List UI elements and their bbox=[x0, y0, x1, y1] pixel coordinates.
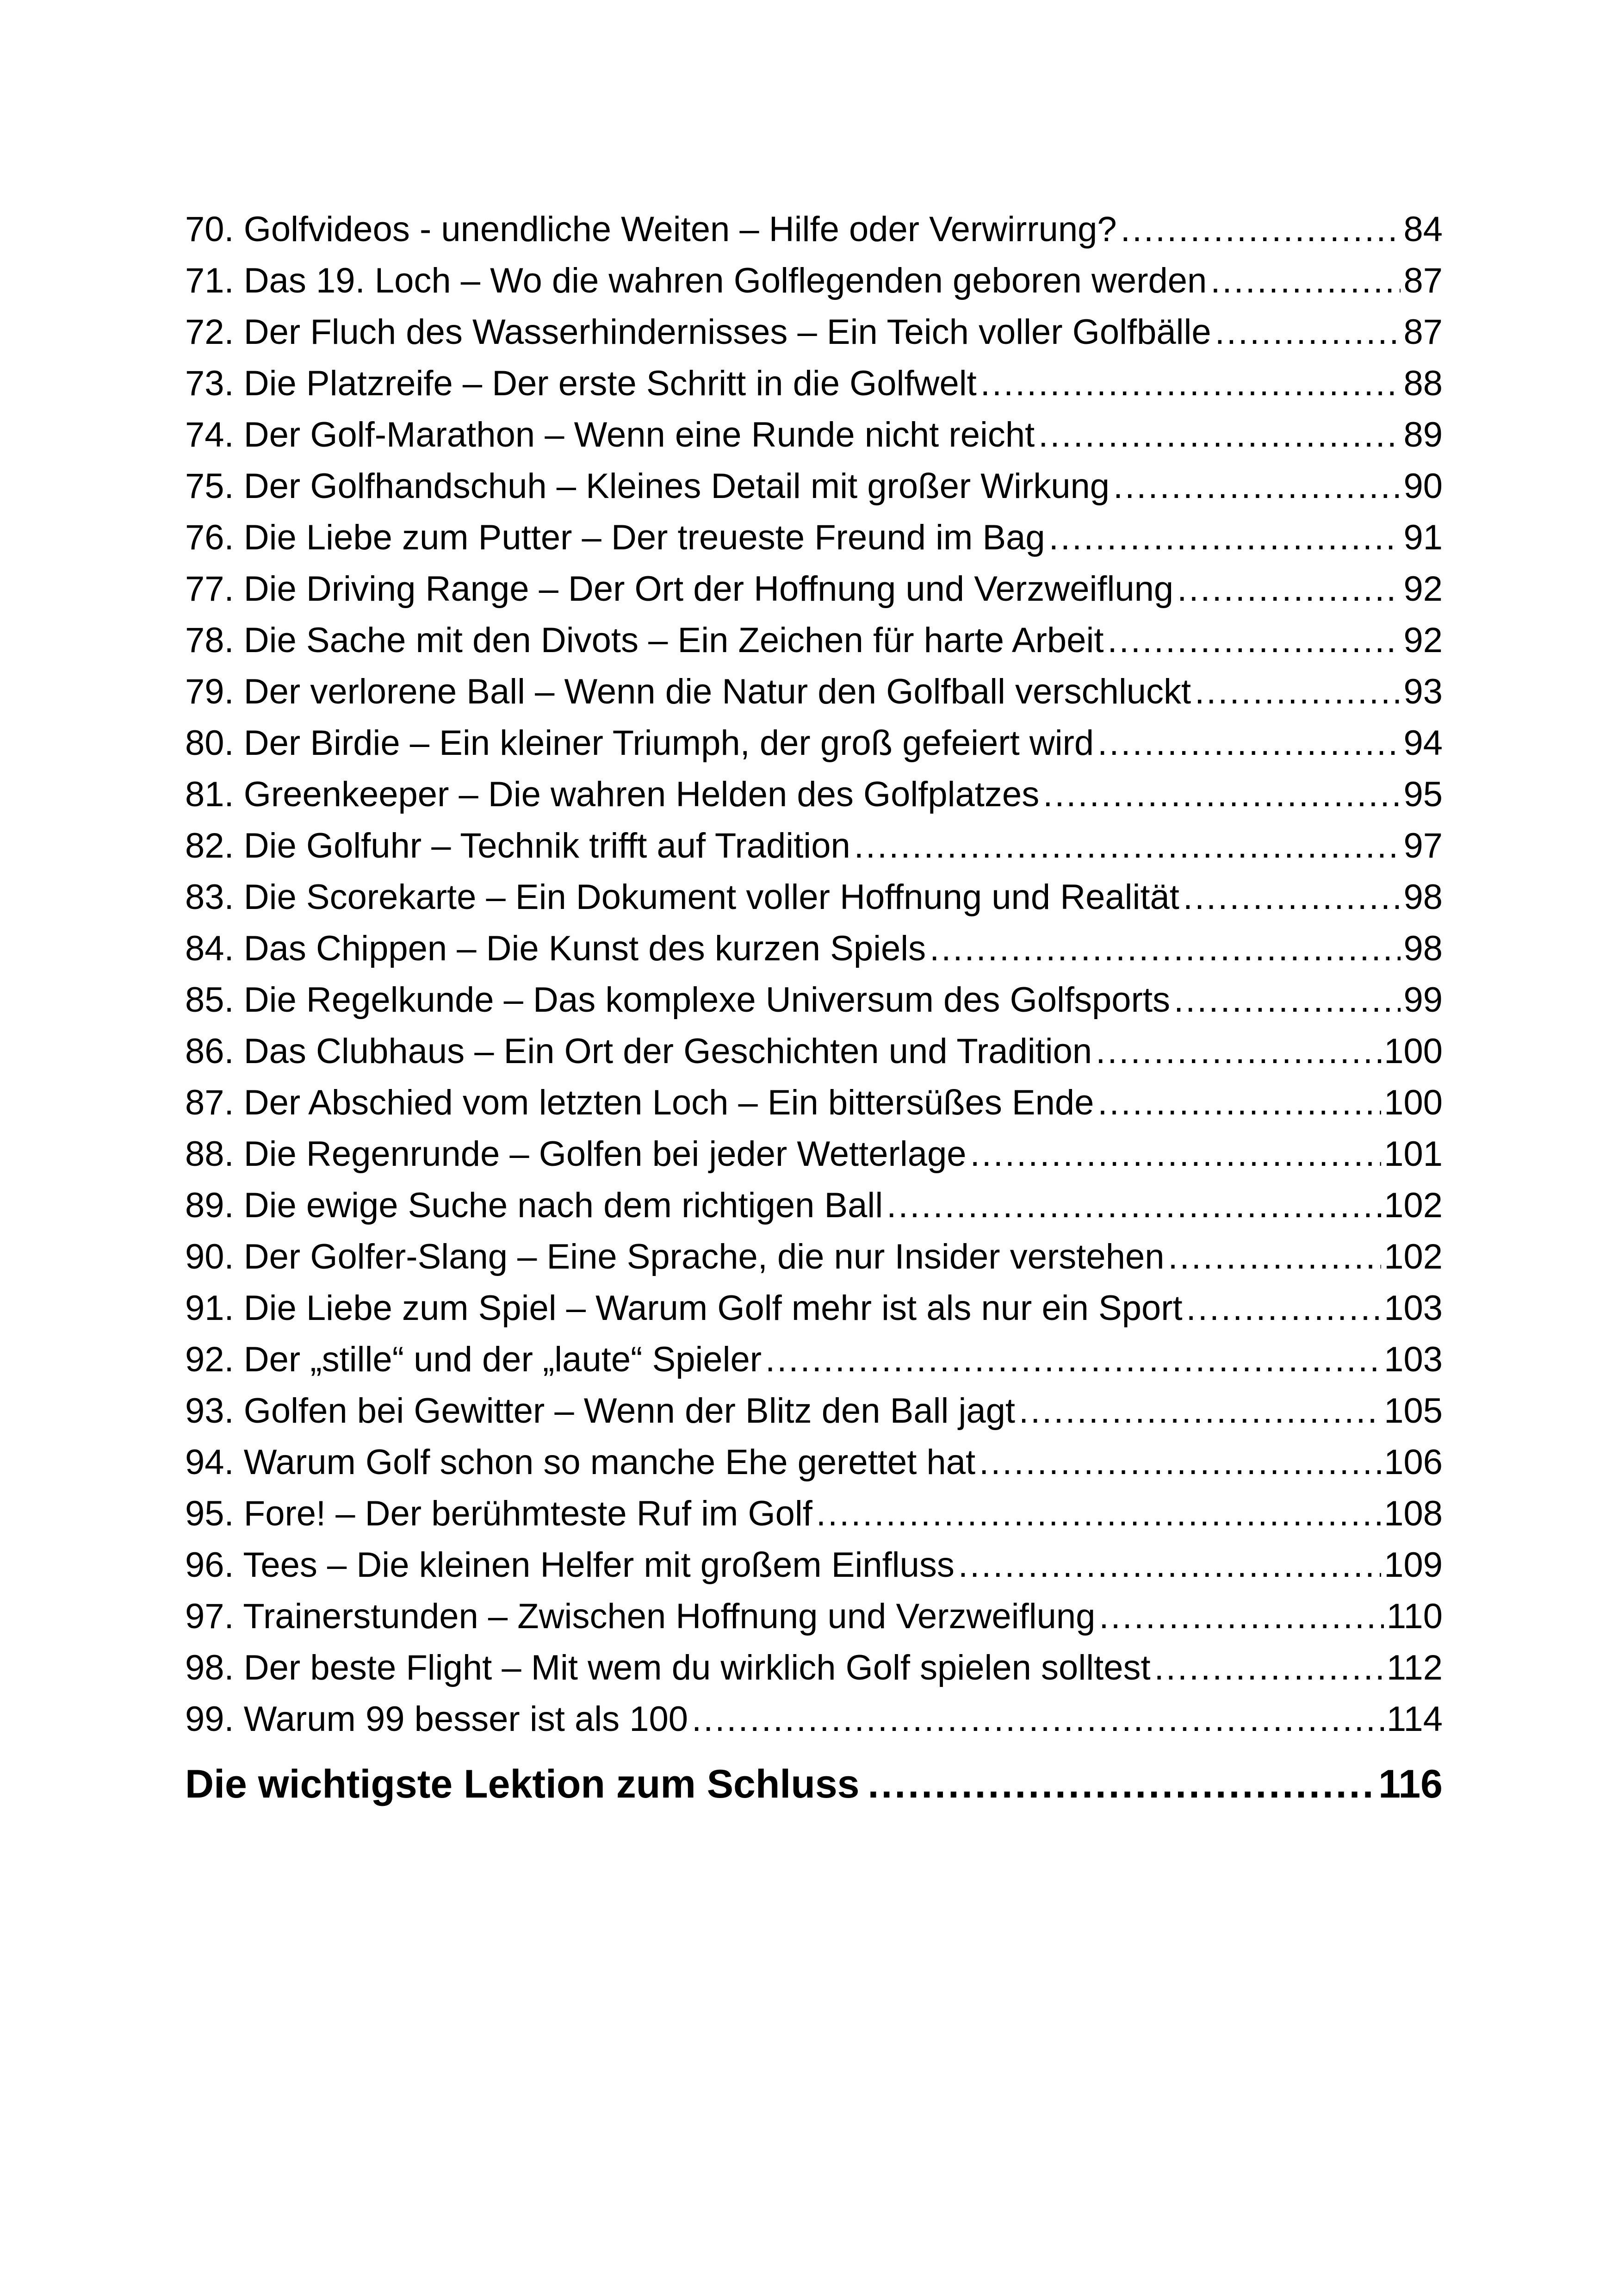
toc-entry-title: 86. Das Clubhaus – Ein Ort der Geschichten und Tradition bbox=[185, 1032, 1092, 1071]
toc-entry-title: 76. Die Liebe zum Putter – Der treueste Freund im Bag bbox=[185, 518, 1045, 557]
toc-entry[interactable] bbox=[185, 306, 1443, 358]
dot-leader bbox=[765, 1334, 1381, 1385]
dot-leader bbox=[854, 820, 1401, 871]
toc-entry-title: 87. Der Abschied vom letzten Loch – Ein bittersüßes Ende bbox=[185, 1083, 1094, 1122]
toc-entry-title: 78. Die Sache mit den Divots – Ein Zeichen für harte Arbeit bbox=[185, 621, 1104, 660]
toc-entry[interactable] bbox=[185, 255, 1443, 306]
toc-entry[interactable] bbox=[185, 1128, 1443, 1180]
toc-entry[interactable] bbox=[185, 204, 1443, 255]
toc-entry-page-number: 102 bbox=[1384, 1186, 1443, 1225]
toc-entry[interactable] bbox=[185, 1591, 1443, 1642]
toc-entry-title: 82. Die Golfuhr – Technik trifft auf Tradition bbox=[185, 826, 850, 865]
toc-entry-title: 97. Trainerstunden – Zwischen Hoffnung und Verzweiflung bbox=[185, 1597, 1096, 1636]
toc-entry-title: 90. Der Golfer-Slang – Eine Sprache, die nur Insider verstehen bbox=[185, 1237, 1165, 1276]
table-of-contents bbox=[185, 204, 1443, 1745]
toc-entry[interactable] bbox=[185, 974, 1443, 1026]
toc-entry-title: 81. Greenkeeper – Die wahren Helden des Golfplatzes bbox=[185, 775, 1040, 814]
toc-entry-page-number: 98 bbox=[1403, 877, 1443, 917]
toc-entry-title: 80. Der Birdie – Ein kleiner Triumph, der groß gefeiert wird bbox=[185, 723, 1094, 763]
toc-entry-title: 99. Warum 99 besser ist als 100 bbox=[185, 1699, 688, 1739]
toc-entry-title: 70. Golfvideos - unendliche Weiten – Hilfe oder Verwirrung? bbox=[185, 210, 1117, 249]
toc-entry-title: 96. Tees – Die kleinen Helfer mit großem Einfluss bbox=[185, 1545, 955, 1585]
dot-leader bbox=[1183, 871, 1401, 923]
toc-entry-page-number: 92 bbox=[1403, 569, 1443, 609]
toc-entry-title: 92. Der „stille“ und der „laute“ Spieler bbox=[185, 1340, 762, 1379]
dot-leader bbox=[1186, 1282, 1382, 1334]
toc-entry[interactable] bbox=[185, 1180, 1443, 1231]
dot-leader bbox=[886, 1180, 1381, 1231]
toc-entry[interactable] bbox=[185, 769, 1443, 820]
toc-entry[interactable] bbox=[185, 923, 1443, 974]
toc-entry-title: 98. Der beste Flight – Mit wem du wirklich Golf spielen solltest bbox=[185, 1648, 1151, 1687]
toc-entry[interactable] bbox=[185, 358, 1443, 409]
dot-leader bbox=[1210, 255, 1401, 306]
toc-entry[interactable] bbox=[185, 1488, 1443, 1539]
dot-leader bbox=[1154, 1642, 1384, 1693]
toc-entry-title: 72. Der Fluch des Wasserhindernisses – Ein Teich voller Golfbälle bbox=[185, 312, 1211, 352]
toc-entry-page-number: 92 bbox=[1403, 621, 1443, 660]
toc-entry-page-number: 109 bbox=[1384, 1545, 1443, 1585]
toc-entry-page-number: 89 bbox=[1403, 415, 1443, 454]
toc-entry[interactable] bbox=[185, 1539, 1443, 1591]
dot-leader bbox=[692, 1693, 1384, 1745]
dot-leader bbox=[958, 1539, 1381, 1591]
toc-entry[interactable] bbox=[185, 820, 1443, 871]
toc-entry-title: 79. Der verlorene Ball – Wenn die Natur den Golfball verschluckt bbox=[185, 672, 1191, 711]
toc-entry[interactable] bbox=[185, 615, 1443, 666]
toc-entry-title: 95. Fore! – Der berühmteste Ruf im Golf bbox=[185, 1494, 812, 1533]
dot-leader bbox=[1195, 666, 1401, 717]
toc-entry-page-number: 100 bbox=[1384, 1083, 1443, 1122]
toc-entry-title: 88. Die Regenrunde – Golfen bei jeder Wetterlage bbox=[185, 1134, 967, 1174]
toc-entry[interactable] bbox=[185, 460, 1443, 512]
toc-entry[interactable] bbox=[185, 1385, 1443, 1437]
toc-entry-page-number: 97 bbox=[1403, 826, 1443, 865]
toc-entry[interactable] bbox=[185, 563, 1443, 615]
toc-entry-page-number: 106 bbox=[1384, 1443, 1443, 1482]
dot-leader bbox=[1215, 306, 1401, 358]
toc-entry[interactable] bbox=[185, 1231, 1443, 1282]
toc-entry[interactable] bbox=[185, 1437, 1443, 1488]
toc-entry[interactable] bbox=[185, 1693, 1443, 1745]
toc-entry-title: 77. Die Driving Range – Der Ort der Hoffnung und Verzweiflung bbox=[185, 569, 1174, 609]
toc-entry-page-number: 88 bbox=[1403, 364, 1443, 403]
toc-entry-title: 93. Golfen bei Gewitter – Wenn der Blitz den Ball jagt bbox=[185, 1391, 1016, 1431]
dot-leader bbox=[1099, 1591, 1383, 1642]
toc-entry-page-number: 108 bbox=[1384, 1494, 1443, 1533]
toc-entry-page-number: 105 bbox=[1384, 1391, 1443, 1431]
toc-entry[interactable] bbox=[185, 871, 1443, 923]
toc-entry-page-number: 95 bbox=[1403, 775, 1443, 814]
dot-leader bbox=[1121, 204, 1401, 255]
toc-entry-page-number: 94 bbox=[1403, 723, 1443, 763]
toc-entry-page-number: 103 bbox=[1384, 1340, 1443, 1379]
toc-entry-page-number: 110 bbox=[1386, 1597, 1443, 1636]
dot-leader bbox=[1113, 460, 1401, 512]
toc-entry-page-number: 99 bbox=[1403, 980, 1443, 1020]
dot-leader bbox=[1168, 1231, 1382, 1282]
toc-entry-page-number: 87 bbox=[1403, 261, 1443, 300]
toc-entry-page-number: 114 bbox=[1386, 1699, 1443, 1739]
toc-final-title: Die wichtigste Lektion zum Schluss bbox=[185, 1762, 860, 1806]
toc-entry-page-number: 98 bbox=[1403, 929, 1443, 968]
dot-leader bbox=[868, 1754, 1374, 1814]
toc-entry[interactable] bbox=[185, 409, 1443, 460]
toc-entry-title: 84. Das Chippen – Die Kunst des kurzen Spiels bbox=[185, 929, 926, 968]
toc-final-page-number: 116 bbox=[1378, 1762, 1443, 1806]
dot-leader bbox=[1107, 615, 1401, 666]
dot-leader bbox=[1019, 1385, 1381, 1437]
dot-leader bbox=[980, 358, 1401, 409]
toc-entry[interactable] bbox=[185, 512, 1443, 563]
dot-leader bbox=[1049, 512, 1401, 563]
dot-leader bbox=[1043, 769, 1401, 820]
toc-entry-page-number: 87 bbox=[1403, 312, 1443, 352]
dot-leader bbox=[1174, 974, 1401, 1026]
dot-leader bbox=[1177, 563, 1401, 615]
toc-entry-page-number: 90 bbox=[1403, 467, 1443, 506]
dot-leader bbox=[1096, 1026, 1381, 1077]
toc-entry-title: 89. Die ewige Suche nach dem richtigen Ball bbox=[185, 1186, 883, 1225]
toc-entry[interactable] bbox=[185, 1282, 1443, 1334]
toc-entry-page-number: 84 bbox=[1403, 210, 1443, 249]
toc-entry-page-number: 101 bbox=[1384, 1134, 1443, 1174]
toc-entry-title: 75. Der Golfhandschuh – Kleines Detail mit großer Wirkung bbox=[185, 467, 1110, 506]
dot-leader bbox=[1097, 717, 1401, 769]
toc-entry-title: 91. Die Liebe zum Spiel – Warum Golf mehr ist als nur ein Sport bbox=[185, 1288, 1183, 1328]
toc-entry[interactable] bbox=[185, 1026, 1443, 1077]
toc-entry-page-number: 100 bbox=[1384, 1032, 1443, 1071]
toc-entry-title: 73. Die Platzreife – Der erste Schritt in die Golfwelt bbox=[185, 364, 977, 403]
toc-entry-title: 74. Der Golf-Marathon – Wenn eine Runde nicht reicht bbox=[185, 415, 1035, 454]
toc-entry[interactable] bbox=[185, 1642, 1443, 1693]
toc-entry-page-number: 112 bbox=[1386, 1648, 1443, 1687]
toc-entry[interactable] bbox=[185, 1077, 1443, 1128]
toc-entry[interactable] bbox=[185, 717, 1443, 769]
toc-entry-title: 94. Warum Golf schon so manche Ehe gerettet hat bbox=[185, 1443, 976, 1482]
toc-entry-title: 71. Das 19. Loch – Wo die wahren Golflegenden geboren werden bbox=[185, 261, 1207, 300]
dot-leader bbox=[930, 923, 1401, 974]
dot-leader bbox=[1097, 1077, 1381, 1128]
toc-entry[interactable] bbox=[185, 1334, 1443, 1385]
toc-entry-page-number: 91 bbox=[1403, 518, 1443, 557]
toc-entry-page-number: 93 bbox=[1403, 672, 1443, 711]
toc-entry-page-number: 102 bbox=[1384, 1237, 1443, 1276]
dot-leader bbox=[1038, 409, 1401, 460]
toc-entry[interactable] bbox=[185, 666, 1443, 717]
toc-entry-title: 85. Die Regelkunde – Das komplexe Universum des Golfsports bbox=[185, 980, 1171, 1020]
dot-leader bbox=[979, 1437, 1381, 1488]
dot-leader bbox=[970, 1128, 1382, 1180]
dot-leader bbox=[816, 1488, 1381, 1539]
toc-final-entry[interactable] bbox=[185, 1754, 1443, 1814]
toc-entry-page-number: 103 bbox=[1384, 1288, 1443, 1328]
toc-entry-title: 83. Die Scorekarte – Ein Dokument voller Hoffnung und Realität bbox=[185, 877, 1179, 917]
